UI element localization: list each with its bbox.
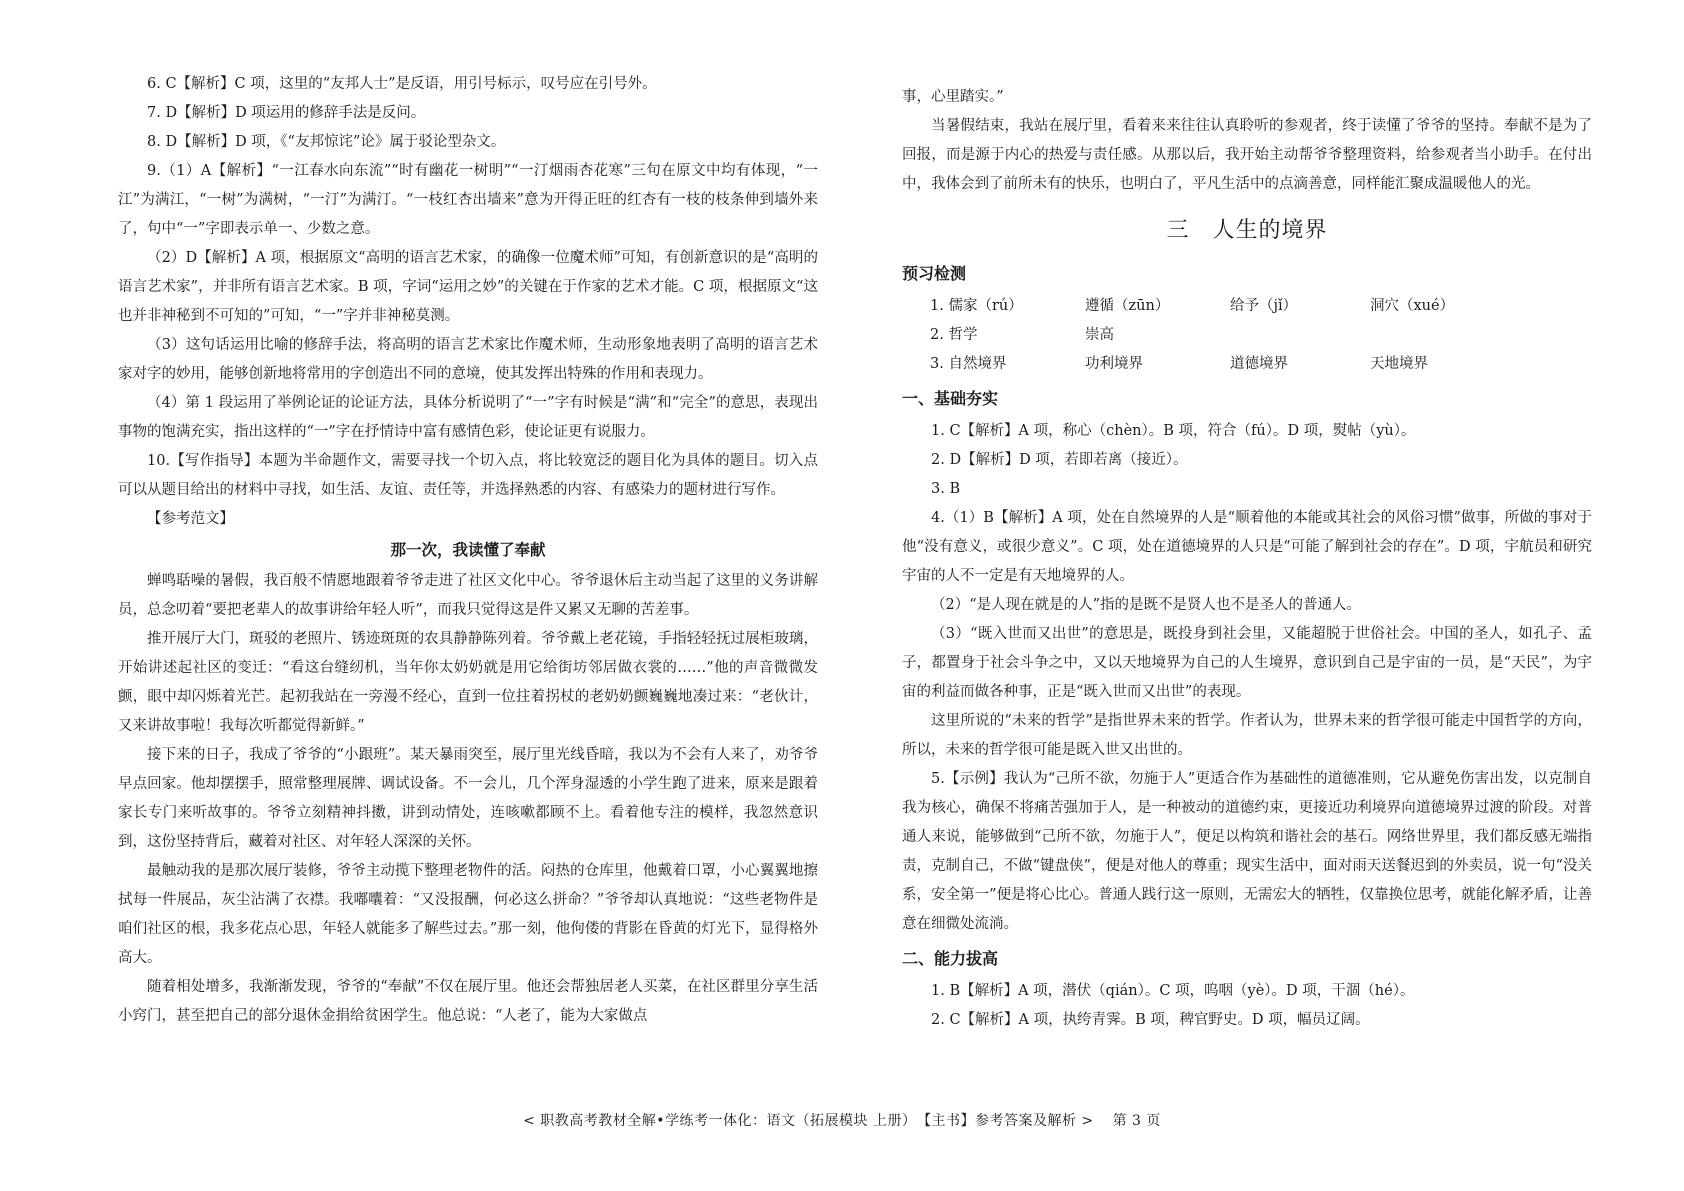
vocab-cell bbox=[1370, 321, 1530, 350]
vocab-cell: 给予（jǐ） bbox=[1230, 298, 1298, 314]
right-column bbox=[902, 83, 1592, 1035]
left-column bbox=[118, 70, 818, 1031]
answer-s1-4-note: 这里所说的“未来的哲学”是指世界未来的哲学。作者认为，世界未来的哲学很可能走中国哲学的方向，所以，未来的哲学很可能是既入世又出世的。 bbox=[902, 713, 1592, 758]
reference-essay-label: 【参考范文】 bbox=[147, 511, 234, 527]
answer-s1-1: 1. C【解析】A 项，称心（chèn）。B 项，符合（fú）。D 项，熨帖（yù）。 bbox=[931, 423, 1416, 439]
essay-paragraph-continued: 事，心里踏实。” bbox=[902, 89, 1004, 105]
answer-6: 6. C【解析】C 项，这里的“友邦人士”是反语，用引号标示，叹号应在引号外。 bbox=[147, 76, 657, 92]
section-heading-basics: 一、基础夯实 bbox=[902, 389, 999, 408]
answer-9-2: （2）D【解析】A 项，根据原文“高明的语言艺术家，的确像一位魔术师”可知，有创新意识的是“高明的语言艺术家”，并非所有语言艺术家。B 项，字词“运用之妙”的关键在于作家的艺术才能。C 项，根据原文“这也并非神秘到不可知的”可知，“一”字并非神秘莫测。 bbox=[118, 250, 818, 324]
essay-title: 那一次，我读懂了奉献 bbox=[390, 541, 546, 559]
answer-s1-4-1: 4.（1）B【解析】A 项，处在自然境界的人是“顺着他的本能或其社会的风俗习惯”做事，所做的事对于他“没有意义，或很少意义”。C 项，处在道德境界的人只是“可能了解到社会的存在”。D 项，宇航员和研究宇宙的人不一定是有天地境界的人。 bbox=[902, 510, 1592, 584]
vocab-cell: 道德境界 bbox=[1230, 356, 1288, 372]
section-heading-ability: 二、能力拔高 bbox=[902, 949, 999, 968]
answer-7: 7. D【解析】D 项运用的修辞手法是反问。 bbox=[147, 105, 426, 121]
vocab-cell: 1. 儒家（rú） bbox=[930, 298, 1023, 314]
answer-s1-4-2: （2）“是人现在就是的人”指的是既不是贤人也不是圣人的普通人。 bbox=[931, 597, 1362, 613]
answer-9-3: （3）这句话运用比喻的修辞手法，将高明的语言艺术家比作魔术师，生动形象地表明了高明的语言艺术家对字的妙用，能够创新地将常用的字创造出不同的意境，使其发挥出特殊的作用和表现力。 bbox=[118, 337, 818, 382]
answer-s1-5: 5.【示例】我认为“己所不欲，勿施于人”更适合作为基础性的道德准则，它从避免伤害出发，以克制自我为核心，确保不将痛苦强加于人，是一种被动的道德约束，更接近功利境界向道德境界过渡的阶段。对普通人来说，能够做到“己所不欲，勿施于人”，便足以构筑和谐社会的基石。网络世界里，我们都反感无端指责，克制自己，不做“键盘侠”，便是对他人的尊重；现实生活中，面对雨天送餐迟到的外卖员，说一句“没关系，安全第一”便是将心比心。普通人践行这一原则，无需宏大的牺牲，仅靠换位思考，就能化解矛盾，让善意在细微处流淌。 bbox=[902, 771, 1592, 932]
vocab-cell: 崇高 bbox=[1085, 327, 1114, 343]
essay-paragraph: 随着相处增多，我渐渐发现，爷爷的“奉献”不仅在展厅里。他还会帮独居老人买菜，在社区群里分享生活小窍门，甚至把自己的部分退休金捐给贫困学生。他总说：“人老了，能为大家做点 bbox=[118, 979, 818, 1024]
vocab-cell: 天地境界 bbox=[1370, 356, 1428, 372]
answer-s1-2: 2. D【解析】D 项，若即若离（接近）。 bbox=[931, 452, 1188, 468]
preview-heading: 预习检测 bbox=[902, 264, 967, 283]
answer-s2-2: 2. C【解析】A 项，执绔青霁。B 项，稗官野史。D 项，幅员辽阔。 bbox=[931, 1012, 1370, 1028]
footer-book-title: < 职教高考教材全解•学练考一体化：语文（拓展模块 上册） 【主书】参考答案及解析 > bbox=[523, 1113, 1094, 1129]
essay-paragraph: 当暑假结束，我站在展厅里，看着来来往往认真聆听的参观者，终于读懂了爷爷的坚持。奉献不是为了回报，而是源于内心的热爱与责任感。从那以后，我开始主动帮爷爷整理资料，给参观者当小助手。在付出中，我体会到了前所未有的快乐，也明白了，平凡生活中的点滴善意，同样能汇聚成温暖他人的光。 bbox=[902, 118, 1592, 192]
essay-paragraph: 推开展厅大门，斑驳的老照片、锈迹斑斑的农具静静陈列着。爷爷戴上老花镜，手指轻轻抚过展柜玻璃，开始讲述起社区的变迁：“看这台缝纫机，当年你太奶奶就是用它给街坊邻居做衣裳的……”他的声音微微发颤，眼中却闪烁着光芒。起初我站在一旁漫不经心，直到一位拄着拐杖的老奶奶颤巍巍地凑过来：“老伙计，又来讲故事啦！我每次听都觉得新鲜。” bbox=[118, 631, 818, 734]
vocab-cell: 2. 哲学 bbox=[930, 327, 978, 343]
vocab-cell: 洞穴（xué） bbox=[1370, 298, 1455, 314]
answer-s2-1: 1. B【解析】A 项，潜伏（qián）。C 项，呜咽（yè）。D 项，干涸（hé）。 bbox=[931, 983, 1415, 999]
answer-10: 10.【写作指导】本题为半命题作文，需要寻找一个切入点，将比较宽泛的题目化为具体的题目。切入点可以从题目给出的材料中寻找，如生活、友谊、责任等，并选择熟悉的内容、有感染力的题材进行写作。 bbox=[118, 453, 818, 498]
answer-s1-4-3: （3）“既入世而又出世”的意思是，既投身到社会里，又能超脱于世俗社会。中国的圣人，如孔子、孟子，都置身于社会斗争之中，又以天地境界为自己的人生境界，意识到自己是宇宙的一员，是“天民”，为宇宙的利益而做各种事，正是“既入世而又出世”的表现。 bbox=[902, 626, 1592, 700]
answer-9-4: （4）第 1 段运用了举例论证的论证方法，具体分析说明了“一”字有时候是“满”和“完全”的意思，表现出事物的饱满充实，指出这样的“一”字在抒情诗中富有感情色彩，使论证更有说服力。 bbox=[118, 395, 818, 440]
page-number: 第 3 页 bbox=[1112, 1113, 1161, 1129]
vocab-cell bbox=[1230, 321, 1370, 350]
answer-8: 8. D【解析】D 项，《“友邦惊诧”论》属于驳论型杂文。 bbox=[147, 134, 506, 150]
chapter-title: 三 人生的境界 bbox=[1166, 218, 1328, 243]
vocab-table bbox=[902, 292, 1592, 379]
answer-9-1: 9.（1）A【解析】“一江春水向东流”“时有幽花一树明”“一汀烟雨杏花寒”三句在原文中均有体现，“一江”为满江，“一树”为满树，“一汀”为满汀。“一枝红杏出墙来”意为开得正旺的红杏有一枝的枝条伸到墙外来了，句中“一”字即表示单一、少数之意。 bbox=[118, 163, 818, 237]
answer-s1-3: 3. B bbox=[931, 481, 961, 497]
essay-paragraph: 接下来的日子，我成了爷爷的“小跟班”。某天暴雨突至，展厅里光线昏暗，我以为不会有人来了，劝爷爷早点回家。他却摆摆手，照常整理展牌、调试设备。不一会儿，几个浑身湿透的小学生跑了进来，原来是跟着家长专门来听故事的。爷爷立刻精神抖擞，讲到动情处，连咳嗽都顾不上。看着他专注的模样，我忽然意识到，这份坚持背后，藏着对社区、对年轻人深深的关怀。 bbox=[118, 747, 818, 850]
essay-paragraph: 最触动我的是那次展厅装修，爷爷主动揽下整理老物件的活。闷热的仓库里，他戴着口罩，小心翼翼地擦拭每一件展品，灰尘沾满了衣襟。我嘟囔着：“又没报酬，何必这么拼命？”爷爷却认真地说：“这些老物件是咱们社区的根，我多花点心思，年轻人就能多了解些过去。”那一刻，他佝偻的背影在昏黄的灯光下，显得格外高大。 bbox=[118, 863, 818, 966]
essay-paragraph: 蝉鸣聒噪的暑假，我百般不情愿地跟着爷爷走进了社区文化中心。爷爷退休后主动当起了这里的义务讲解员，总念叨着“要把老辈人的故事讲给年轻人听”，而我只觉得这是件又累又无聊的苦差事。 bbox=[118, 573, 818, 618]
vocab-cell: 3. 自然境界 bbox=[930, 356, 1007, 372]
page-footer bbox=[0, 1110, 1684, 1130]
vocab-cell: 遵循（zūn） bbox=[1085, 298, 1170, 314]
vocab-cell: 功利境界 bbox=[1085, 356, 1143, 372]
